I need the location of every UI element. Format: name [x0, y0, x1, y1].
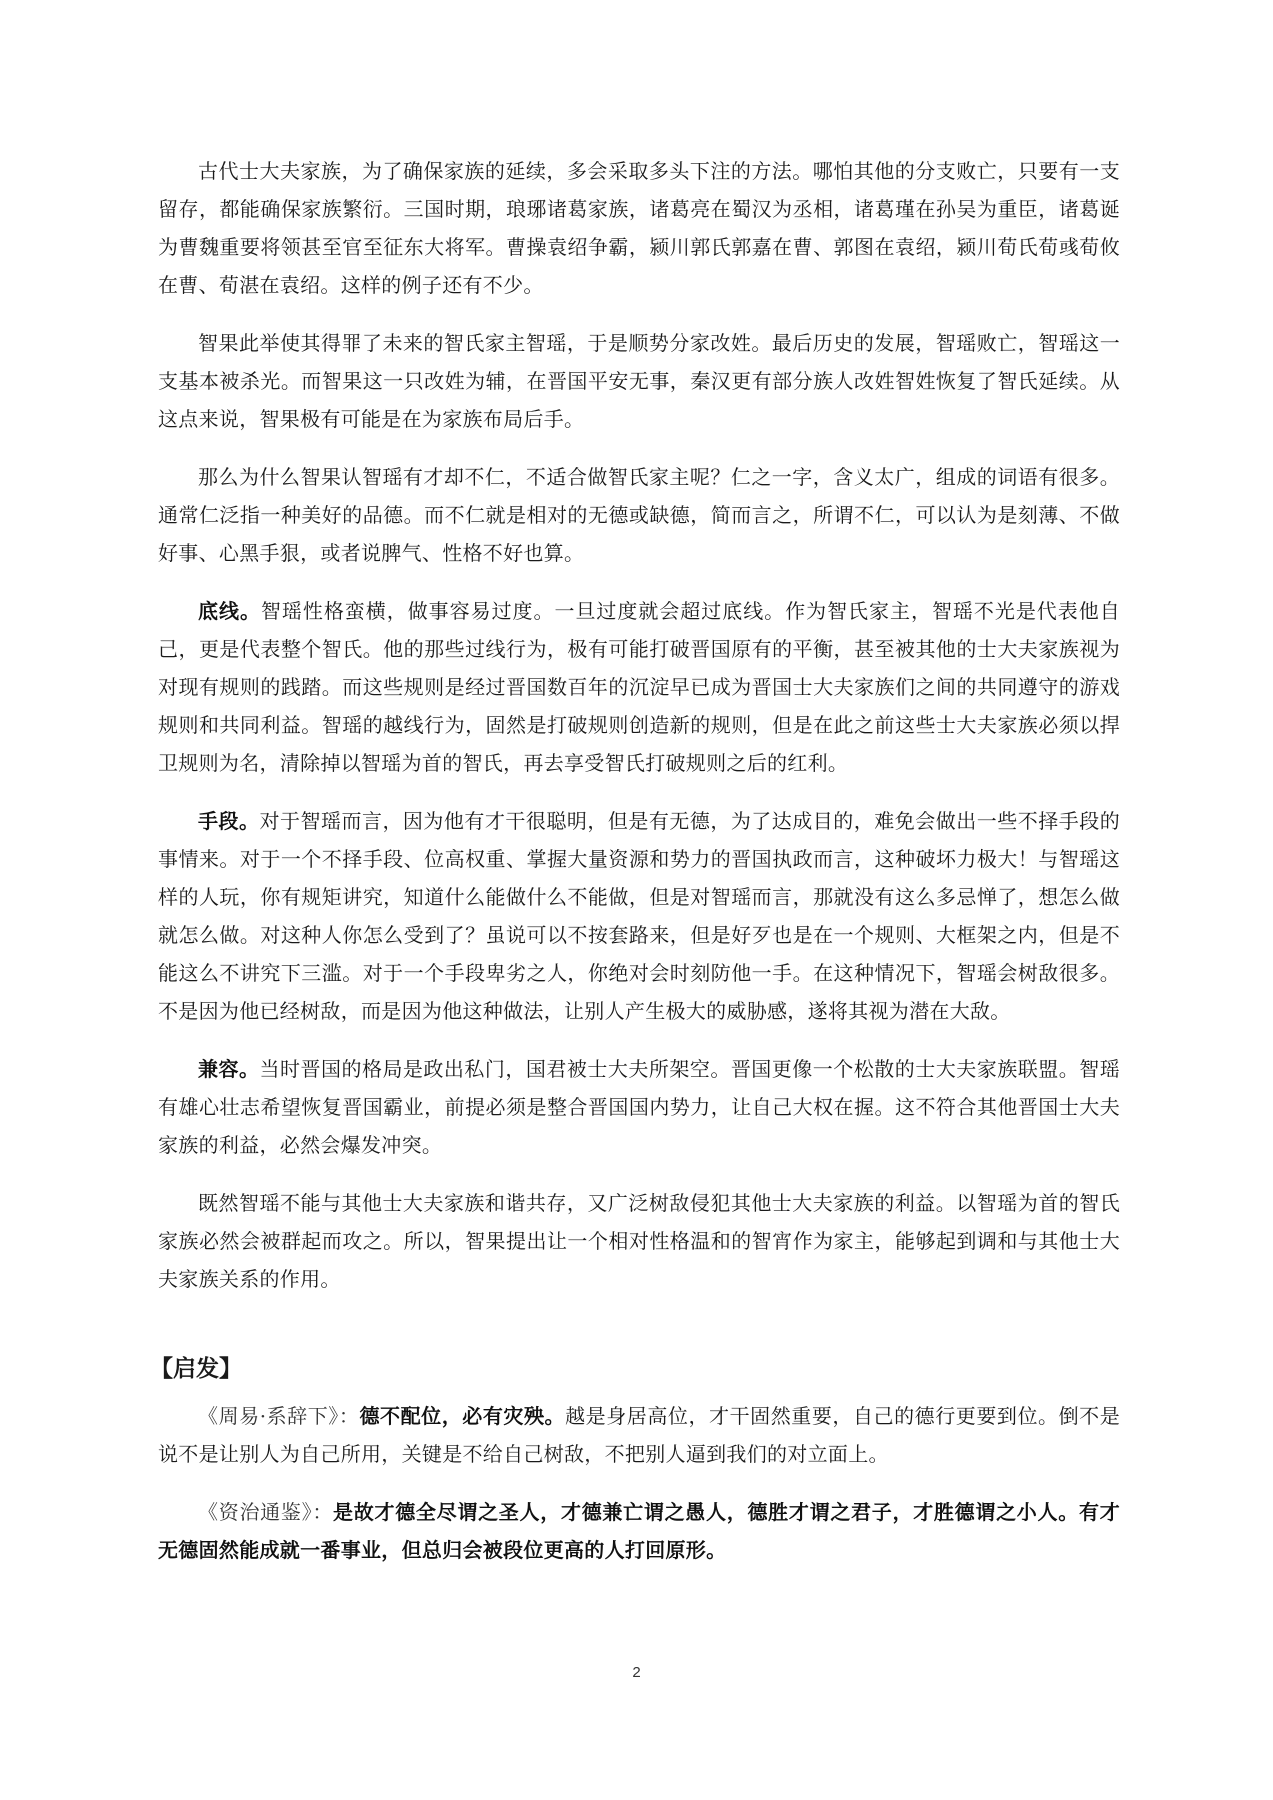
section-heading-inspiration: 【启发】 [150, 1356, 242, 1382]
quote-bold-zizhitongjian: 是故才德全尽谓之圣人，才德兼亡谓之愚人，德胜才谓之君子，才胜德谓之小人。有才无德固然能成就一番事业，但总归会被段位更高的人打回原形。 [158, 1500, 1120, 1562]
quote-paragraph-zhouyi [158, 1397, 1120, 1473]
point-paragraph-bottom-line [158, 592, 1120, 782]
conclusion-paragraph: 既然智瑶不能与其他士大夫家族和谐共存，又广泛树敌侵犯其他士大夫家族的利益。以智瑶为首的智氏家族必然会被群起而攻之。所以，智果提出让一个相对性格温和的智宵作为家主，能够起到调和与其他士大夫家族关系的作用。 [158, 1191, 1120, 1291]
point-paragraph-means [158, 802, 1120, 1030]
quote-source-zhouyi: 《周易·系辞下》： [198, 1404, 360, 1428]
body-paragraph-1: 古代士大夫家族，为了确保家族的延续，多会采取多头下注的方法。哪怕其他的分支败亡，只要有一支留存，都能确保家族繁衍。三国时期，琅琊诸葛家族，诸葛亮在蜀汉为丞相，诸葛瑾在孙吴为重臣，诸葛诞为曹魏重要将领甚至官至征东大将军。曹操袁绍争霸，颍川郭氏郭嘉在曹、郭图在袁绍，颍川荀氏荀彧荀攸在曹、荀湛在袁绍。这样的例子还有不少。 [158, 159, 1120, 297]
body-paragraph-2: 智果此举使其得罪了未来的智氏家主智瑶，于是顺势分家改姓。最后历史的发展，智瑶败亡，智瑶这一支基本被杀光。而智果这一只改姓为辅，在晋国平安无事，秦汉更有部分族人改姓智姓恢复了智氏延续。从这点来说，智果极有可能是在为家族布局后手。 [158, 331, 1120, 431]
point-term-compatibility: 兼容。 [198, 1057, 260, 1081]
point-text-means: 对于智瑶而言，因为他有才干很聪明，但是有无德，为了达成目的，难免会做出一些不择手段的事情来。对于一个不择手段、位高权重、掌握大量资源和势力的晋国执政而言，这种破坏力极大！与智瑶这样的人玩，你有规矩讲究，知道什么能做什么不能做，但是对智瑶而言，那就没有这么多忌惮了，想怎么做就怎么做。对这种人你怎么受到了？虽说可以不按套路来，但是好歹也是在一个规则、大框架之内，但是不能这么不讲究下三滥。对于一个手段卑劣之人，你绝对会时刻防他一手。在这种情况下，智瑶会树敌很多。不是因为他已经树敌，而是因为他这种做法，让别人产生极大的威胁感，遂将其视为潜在大敌。 [158, 809, 1120, 1023]
page-number: 2 [632, 1664, 641, 1681]
quote-paragraph-zizhitongjian [158, 1493, 1120, 1569]
point-term-bottom-line: 底线。 [198, 599, 261, 623]
page-content [150, 152, 1121, 1589]
point-term-means: 手段。 [198, 809, 260, 833]
quote-bold-zhouyi: 德不配位，必有灾殃。 [359, 1404, 566, 1428]
quote-rest-zhouyi: 越是身居高位，才干固然重要，自己的德行更要到位。倒不是说不是让别人为自己所用，关键是不给自己树敌，不把别人逼到我们的对立面上。 [158, 1404, 1121, 1466]
body-paragraph-3: 那么为什么智果认智瑶有才却不仁，不适合做智氏家主呢？仁之一字，含义太广，组成的词语有很多。通常仁泛指一种美好的品德。而不仁就是相对的无德或缺德，简而言之，所谓不仁，可以认为是刻薄、不做好事、心黑手狠，或者说脾气、性格不好也算。 [158, 465, 1120, 565]
quote-source-zizhitongjian: 《资治通鉴》： [198, 1500, 334, 1524]
point-text-bottom-line: 智瑶性格蛮横，做事容易过度。一旦过度就会超过底线。作为智氏家主，智瑶不光是代表他自己，更是代表整个智氏。他的那些过线行为，极有可能打破晋国原有的平衡，甚至被其他的士大夫家族视为对现有规则的践踏。而这些规则是经过晋国数百年的沉淀早已成为晋国士大夫家族们之间的共同遵守的游戏规则和共同利益。智瑶的越线行为，固然是打破规则创造新的规则，但是在此之前这些士大夫家族必须以捍卫规则为名，清除掉以智瑶为首的智氏，再去享受智氏打破规则之后的红利。 [158, 599, 1120, 775]
point-paragraph-compatibility [158, 1050, 1120, 1164]
point-text-compatibility: 当时晋国的格局是政出私门，国君被士大夫所架空。晋国更像一个松散的士大夫家族联盟。智瑶有雄心壮志希望恢复晋国霸业，前提必须是整合晋国国内势力，让自己大权在握。这不符合其他晋国士大夫家族的利益，必然会爆发冲突。 [158, 1057, 1120, 1157]
